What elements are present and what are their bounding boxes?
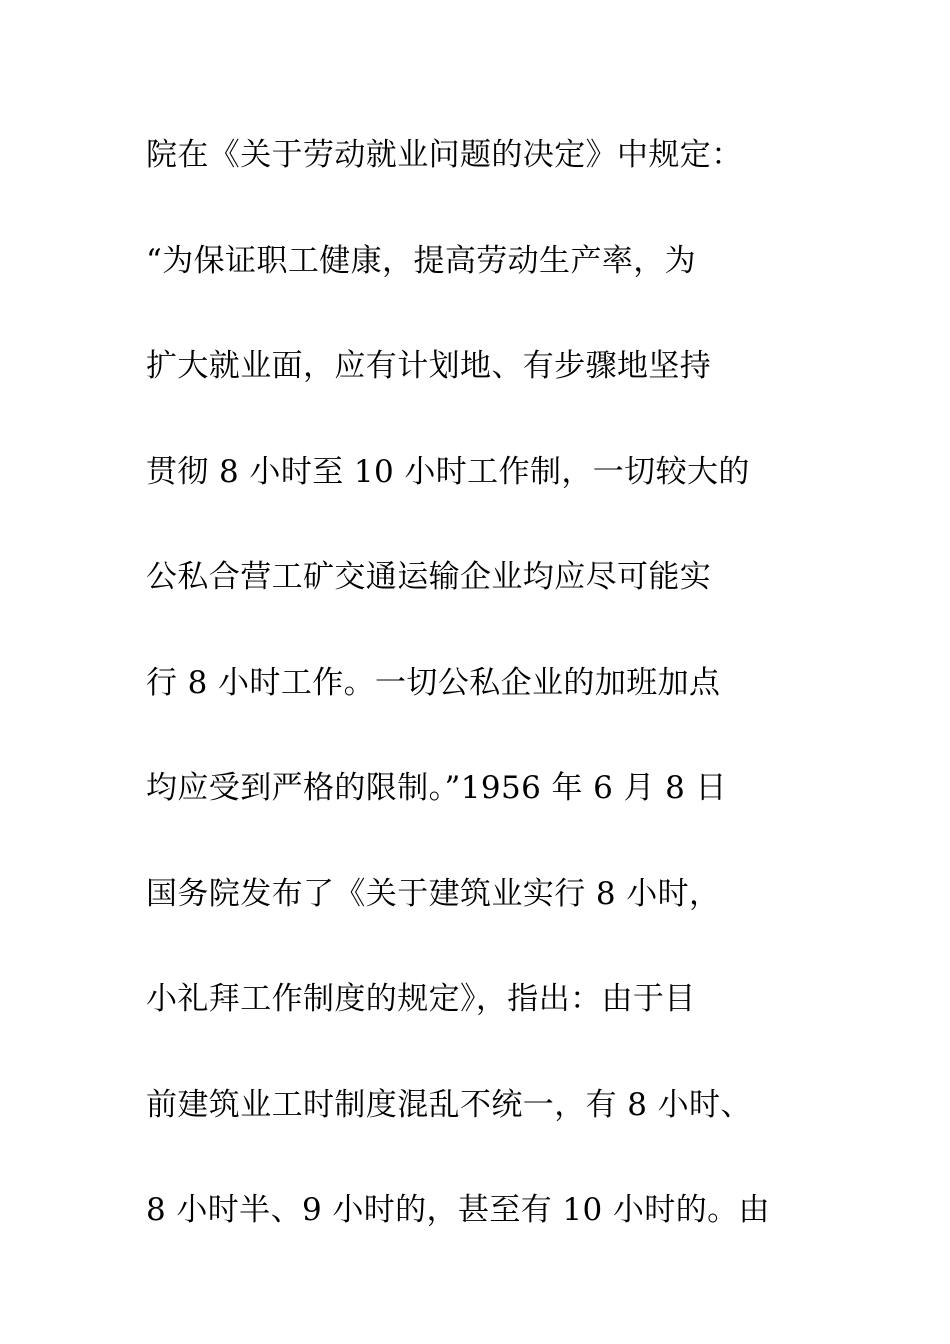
text-line: 院在《关于劳动就业问题的决定》中规定： bbox=[146, 137, 743, 173]
body-text bbox=[146, 125, 826, 1286]
text-line: 贯彻 8 小时至 10 小时工作制，一切较大的 bbox=[146, 453, 750, 490]
text-line: “为保证职工健康，提高劳动生产率，为 bbox=[146, 242, 697, 279]
text-line: 前建筑业工时制度混乱不统一，有 8 小时、 bbox=[146, 1086, 752, 1123]
text-line: 扩大就业面，应有计划地、有步骤地坚持 bbox=[146, 348, 712, 384]
text-line: 国务院发布了《关于建筑业实行 8 小时， bbox=[146, 875, 721, 912]
text-line: 均应受到严格的限制。”1956 年 6 月 8 日 bbox=[146, 770, 727, 806]
text-line: 小礼拜工作制度的规定》，指出：由于目 bbox=[146, 981, 696, 1017]
text-line: 行 8 小时工作。一切公私企业的加班加点 bbox=[146, 664, 721, 701]
text-line: 8 小时半、9 小时的，甚至有 10 小时的。由 bbox=[146, 1192, 770, 1228]
text-line: 公私合营工矿交通运输企业均应尽可能实 bbox=[146, 559, 712, 595]
